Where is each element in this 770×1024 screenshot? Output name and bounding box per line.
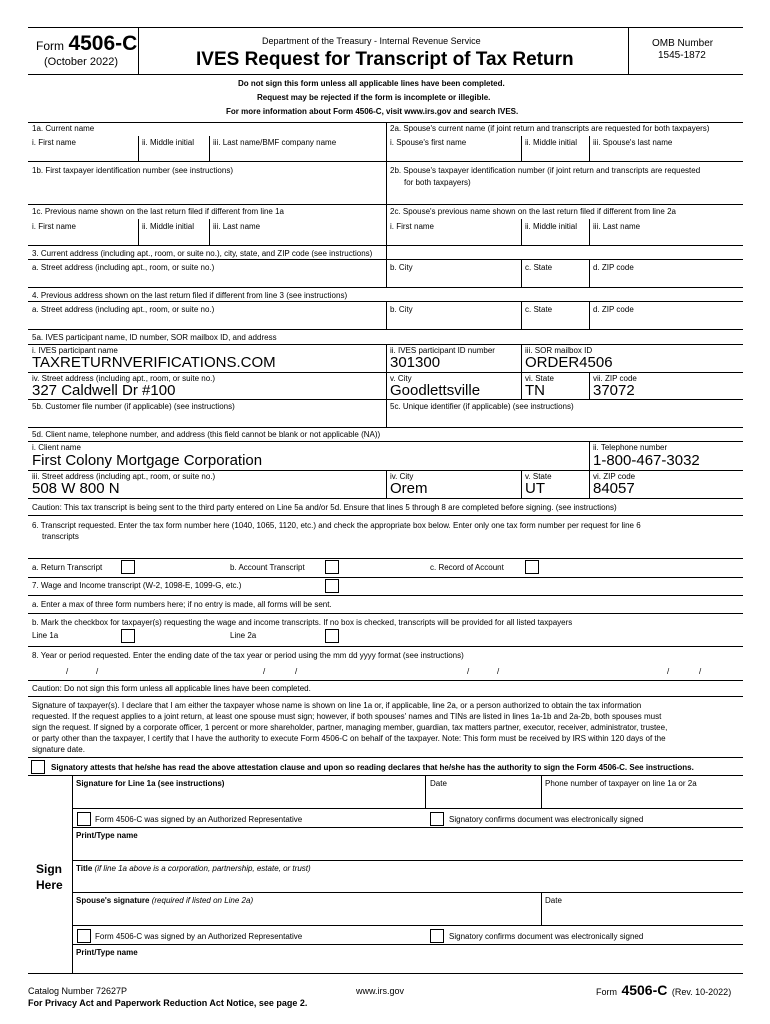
footer-form-id — [596, 982, 731, 1000]
account-transcript-checkbox[interactable] — [325, 560, 339, 574]
notice-line-1: Do not sign this form unless all applicable lines have been completed. — [238, 79, 505, 88]
sor-mailbox-value: ORDER4506 — [525, 354, 613, 371]
authorized-rep-checkbox-2[interactable] — [77, 929, 91, 943]
title-label: Title (if line 1a above is a corporation, partnership, estate, or trust) — [76, 864, 311, 873]
client-state-value: UT — [525, 480, 545, 497]
line-2b-label-2: for both taxpayers) — [404, 178, 471, 187]
client-street-label: iii. Street address (including apt., room, or suite no.) — [32, 472, 216, 481]
ives-state-value: TN — [525, 382, 545, 399]
line-1a-first-name-label: i. First name — [32, 138, 77, 147]
here-word: Here — [36, 878, 63, 892]
signature-declaration-3: sign the request. If signed by a corporate officer, 1 percent or more shareholder, partner, managing member, guardian, tax matters partner, executor, receiver, administrator, trustee, — [32, 723, 668, 732]
ives-street-label: iv. Street address (including apt., room, or suite no.) — [32, 374, 216, 383]
wage-income-checkbox[interactable] — [325, 579, 339, 593]
line-7-label: 7. Wage and Income transcript (W-2, 1098-E, 1099-G, etc.) — [32, 581, 242, 590]
form-number-block — [36, 32, 137, 56]
spouse-date-label: Date — [545, 896, 562, 905]
period-1-slash-2: / — [96, 667, 99, 676]
authorized-rep-label-2: Form 4506-C was signed by an Authorized Representative — [95, 932, 303, 941]
line-1c-first-label: i. First name — [32, 222, 77, 231]
line-3-state-label: c. State — [525, 263, 553, 272]
client-phone-value: 1-800-467-3032 — [593, 452, 700, 469]
line-1a-checkbox[interactable] — [121, 629, 135, 643]
line-2a-first-label: i. Spouse's first name — [390, 138, 467, 147]
period-3-slash-2: / — [497, 667, 500, 676]
line-1c-label: 1c. Previous name shown on the last return filed if different from line 1a — [32, 207, 284, 216]
form-number: 4506-C — [68, 32, 138, 55]
department-line: Department of the Treasury - Internal Revenue Service — [262, 36, 481, 46]
line-3-city-label: b. City — [390, 263, 413, 272]
ives-city-value: Goodlettsville — [390, 382, 481, 399]
client-name-label: i. Client name — [32, 443, 81, 452]
line-5b-label: 5b. Customer file number (if applicable) (see instructions) — [32, 402, 235, 411]
line-4-city-label: b. City — [390, 305, 413, 314]
line-2c-label: 2c. Spouse's previous name shown on the last return filed if different from line 2a — [390, 207, 676, 216]
line-4-zip-label: d. ZIP code — [593, 305, 634, 314]
line-2a-label: 2a. Spouse's current name (if joint return and transcripts are requested for both taxpayers) — [390, 124, 710, 133]
line-3-street-label: a. Street address (including apt., room, or suite no.) — [32, 263, 215, 272]
line-2c-first-label: i. First name — [390, 222, 435, 231]
print-name-label: Print/Type name — [76, 831, 138, 840]
client-city-label: iv. City — [390, 472, 414, 481]
line-2c-last-label: iii. Last name — [593, 222, 641, 231]
catalog-number: Catalog Number 72627P — [28, 986, 128, 996]
client-phone-label: ii. Telephone number — [593, 443, 668, 452]
line-6-label: 6. Transcript requested. Enter the tax form number here (1040, 1065, 1120, etc.) and check the appropriate box below. Enter only one tax form number per request for line 6 — [32, 521, 641, 530]
line-5a-label: 5a. IVES participant name, ID number, SOR mailbox ID, and address — [32, 333, 277, 342]
sor-mailbox-label: iii. SOR mailbox ID — [525, 346, 593, 355]
client-zip-value: 84057 — [593, 480, 635, 497]
record-of-account-checkbox[interactable] — [525, 560, 539, 574]
ives-state-label: vi. State — [525, 374, 554, 383]
line-1c-last-label: iii. Last name — [213, 222, 261, 231]
line-2a-checkbox-label: Line 2a — [230, 631, 257, 640]
signature-declaration-5: signature date. — [32, 745, 85, 754]
period-2-slash-2: / — [295, 667, 298, 676]
client-zip-label: vi. ZIP code — [593, 472, 636, 481]
return-transcript-checkbox[interactable] — [121, 560, 135, 574]
period-4-slash-1: / — [667, 667, 670, 676]
electronic-signature-label: Signatory confirms document was electronically signed — [449, 815, 644, 824]
signature-declaration-4: or party other than the taxpayer, I certify that I have the authority to execute Form 4506-C on behalf of the taxpayer. Note: This form must be received by IRS within 120 days of the — [32, 734, 666, 743]
line-1a-last-label: iii. Last name/BMF company name — [213, 138, 337, 147]
line-2c-middle-label: ii. Middle initial — [525, 222, 578, 231]
line-7a-label: a. Enter a max of three form numbers here; if no entry is made, all forms will be sent. — [32, 600, 332, 609]
signature-line-1a-label: Signature for Line 1a (see instructions) — [76, 779, 225, 788]
client-state-label: v. State — [525, 472, 552, 481]
spouse-signature-label: Spouse's signature (required if listed on Line 2a) — [76, 896, 254, 905]
signature-date-label: Date — [430, 779, 447, 788]
footer-form-word: Form — [596, 987, 617, 997]
line-8-label: 8. Year or period requested. Enter the ending date of the tax year or period using the mm dd yyyy format (see instructions) — [32, 651, 464, 660]
line-2a-middle-label: ii. Middle initial — [525, 138, 578, 147]
notice-line-2: Request may be rejected if the form is incomplete or illegible. — [257, 93, 491, 102]
account-transcript-label: b. Account Transcript — [230, 563, 305, 572]
omb-number: 1545-1872 — [658, 50, 706, 61]
line-4-street-label: a. Street address (including apt., room, or suite no.) — [32, 305, 215, 314]
line-3-zip-label: d. ZIP code — [593, 263, 634, 272]
notice-line-3: For more information about Form 4506-C, visit www.irs.gov and search IVES. — [226, 107, 519, 116]
return-transcript-label: a. Return Transcript — [32, 563, 103, 572]
line-1a-label: 1a. Current name — [32, 124, 95, 133]
electronic-signature-checkbox[interactable] — [430, 812, 444, 826]
form-date: (October 2022) — [44, 56, 118, 68]
period-2-slash-1: / — [263, 667, 266, 676]
footer-form-number: 4506-C — [621, 982, 668, 998]
ives-zip-value: 37072 — [593, 382, 635, 399]
form-title: IVES Request for Transcript of Tax Return — [196, 49, 574, 70]
line-6-label-cont: transcripts — [42, 532, 79, 541]
line-1b-label: 1b. First taxpayer identification number (see instructions) — [32, 166, 233, 175]
line-2b-label-1: 2b. Spouse's taxpayer identification number (if joint return and transcripts are requested — [390, 166, 701, 175]
line-4-label: 4. Previous address shown on the last return filed if different from line 3 (see instructions) — [32, 291, 348, 300]
line-5d-label: 5d. Client name, telephone number, and address (this field cannot be blank or not applicable (NA)) — [32, 430, 381, 439]
period-1-slash-1: / — [66, 667, 69, 676]
ives-zip-label: vii. ZIP code — [593, 374, 637, 383]
print-name-label-2: Print/Type name — [76, 948, 138, 957]
line-2a-last-label: iii. Spouse's last name — [593, 138, 673, 147]
omb-label: OMB Number — [652, 38, 714, 49]
period-4-slash-2: / — [699, 667, 702, 676]
irs-website: www.irs.gov — [356, 986, 405, 996]
caution-third-party: Caution: This tax transcript is being sent to the third party entered on Line 5a and/or 5d. Ensure that lines 5 through 8 are completed before signing. (see instructions) — [32, 503, 617, 512]
caution-do-not-sign: Caution: Do not sign this form unless all applicable lines have been completed. — [32, 684, 311, 693]
attestation-checkbox[interactable] — [31, 760, 45, 774]
authorized-rep-checkbox[interactable] — [77, 812, 91, 826]
attestation-text: Signatory attests that he/she has read the above attestation clause and upon so reading declares that he/she has the authority to sign the Form 4506-C. See instructions. — [51, 763, 694, 772]
signature-declaration-2: requested. If the request applies to a joint return, at least one spouse must sign; however, if both spouses' names and TINs are listed in lines 1a-1b and 2a-2b, both spouses must — [32, 712, 662, 721]
authorized-rep-label: Form 4506-C was signed by an Authorized Representative — [95, 815, 303, 824]
period-3-slash-1: / — [467, 667, 470, 676]
ives-city-label: v. City — [390, 374, 412, 383]
line-1a-checkbox-label: Line 1a — [32, 631, 59, 640]
line-1c-middle-label: ii. Middle initial — [142, 222, 195, 231]
client-city-value: Orem — [390, 480, 428, 497]
line-3-label: 3. Current address (including apt., room, or suite no.), city, state, and ZIP code (see instructions) — [32, 249, 373, 258]
ives-street-value: 327 Caldwell Dr #100 — [32, 382, 176, 399]
taxpayer-phone-label: Phone number of taxpayer on line 1a or 2a — [545, 779, 697, 788]
line-5c-label: 5c. Unique identifier (if applicable) (see instructions) — [390, 402, 574, 411]
privacy-notice: For Privacy Act and Paperwork Reduction Act Notice, see page 2. — [28, 998, 308, 1008]
line-7b-label: b. Mark the checkbox for taxpayer(s) requesting the wage and income transcripts. If no box is checked, transcripts will be provided for all listed taxpayers — [32, 618, 573, 627]
footer-revision: (Rev. 10-2022) — [671, 987, 732, 997]
signature-declaration-1: Signature of taxpayer(s). I declare that I am either the taxpayer whose name is shown on line 1a or, if applicable, line 2a, or a person authorized to obtain the tax information — [32, 701, 642, 710]
line-1a-middle-label: ii. Middle initial — [142, 138, 195, 147]
client-street-value: 508 W 800 N — [32, 480, 120, 497]
line-4-state-label: c. State — [525, 305, 553, 314]
line-2a-checkbox[interactable] — [325, 629, 339, 643]
ives-id-value: 301300 — [390, 354, 441, 371]
electronic-signature-label-2: Signatory confirms document was electronically signed — [449, 932, 644, 941]
taxpayer-signature-field[interactable] — [73, 791, 423, 807]
ives-name-value: TAXRETURNVERIFICATIONS.COM — [32, 354, 276, 371]
ives-name-label: i. IVES participant name — [32, 346, 118, 355]
client-name-value: First Colony Mortgage Corporation — [32, 452, 263, 469]
form-prefix: Form — [36, 39, 64, 53]
record-of-account-label: c. Record of Account — [430, 563, 504, 572]
electronic-signature-checkbox-2[interactable] — [430, 929, 444, 943]
sign-word: Sign — [36, 862, 62, 876]
ives-id-label: ii. IVES participant ID number — [390, 346, 495, 355]
